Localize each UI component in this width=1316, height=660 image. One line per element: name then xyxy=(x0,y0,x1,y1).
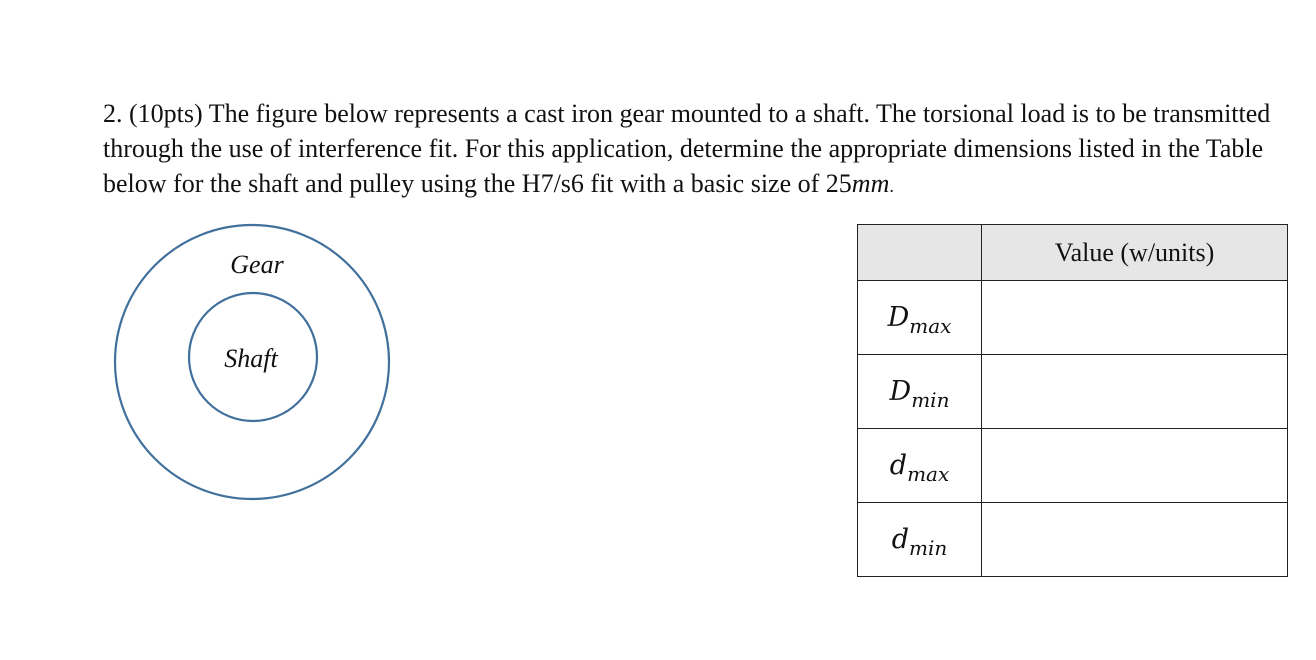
symbol-subscript: min xyxy=(911,388,950,412)
symbol-d-max xyxy=(889,450,950,486)
symbol-letter: d xyxy=(891,524,910,555)
symbol-subscript: max xyxy=(909,314,952,338)
symbol-letter: D xyxy=(887,302,910,333)
symbol-cell xyxy=(858,355,982,429)
table-row xyxy=(858,503,1288,577)
symbol-D-max xyxy=(887,302,952,338)
table-row xyxy=(858,355,1288,429)
gear-shaft-figure xyxy=(112,223,394,505)
table-row xyxy=(858,429,1288,503)
problem-text: 2. (10pts) The figure below represents a cast iron gear mounted to a shaft. The torsional load is to be transmitted through the use of interference fit. For this application, determine the appropriate dimensions listed in the Table below for the shaft and pulley using the H7/s6 fit with a basic size of 25 xyxy=(103,99,1271,198)
table-header-row xyxy=(858,225,1288,281)
symbol-subscript: min xyxy=(909,536,948,560)
symbol-cell xyxy=(858,503,982,577)
table-row xyxy=(858,281,1288,355)
symbol-cell xyxy=(858,429,982,503)
dimensions-table xyxy=(857,224,1288,577)
value-cell[interactable] xyxy=(982,355,1288,429)
value-cell[interactable] xyxy=(982,503,1288,577)
basic-size-unit: mm xyxy=(851,169,890,198)
symbol-D-min xyxy=(889,376,950,412)
gear-label: Gear xyxy=(230,250,284,279)
symbol-letter: D xyxy=(889,376,912,407)
value-cell[interactable] xyxy=(982,429,1288,503)
gear-shaft-diagram xyxy=(112,223,394,505)
shaft-label: Shaft xyxy=(224,344,278,373)
header-empty-cell xyxy=(858,225,982,281)
symbol-letter: d xyxy=(889,450,908,481)
header-value-cell: Value (w/units) xyxy=(982,225,1288,281)
symbol-d-min xyxy=(891,524,948,560)
value-cell[interactable] xyxy=(982,281,1288,355)
symbol-cell xyxy=(858,281,982,355)
symbol-subscript: max xyxy=(907,462,950,486)
unit-period: . xyxy=(889,176,894,196)
problem-statement xyxy=(103,96,1293,204)
